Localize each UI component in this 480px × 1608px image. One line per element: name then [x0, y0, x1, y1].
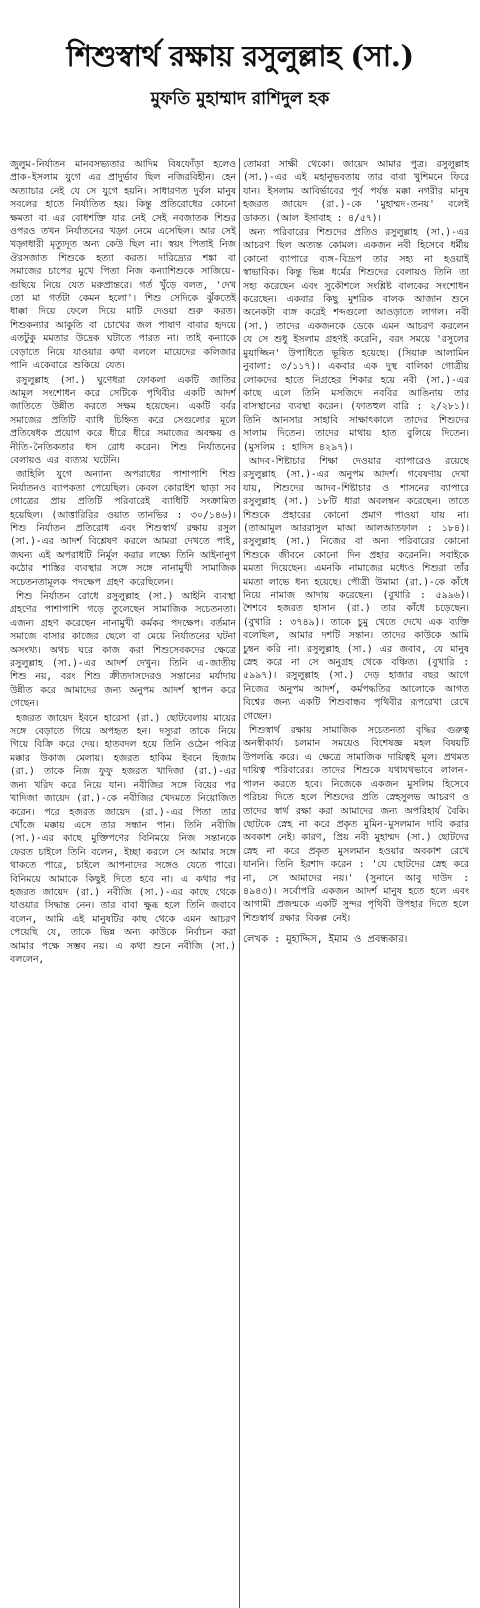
paragraph: জাহিলি যুগে অন্যান্য অপরাধের পাশাপাশি শিশু নির্যাতনও ব্যাপকতা পেয়েছিল। কেবল কোরাইশ ছাড়া সব গোত্রের প্রায় প্রতিটি পরিবারেই ব্যাধিটি সংক্রামিত হয়েছিল। (আত্তারিরির ওয়াত তানভির : ৩০/১৪৬)। শিশু নির্যাতন প্রতিরোধ এবং শিশুস্বার্থ রক্ষায় রসুল (সা.)-এর আদর্শ বিশ্লেষণ করলে আমরা দেখতে পাই, জঘন্য এই অপরাধটি নির্মূল করার লক্ষ্যে তিনি আইনানুগ কঠোর শাস্তির ব্যবস্থার সঙ্গে সঙ্গে নানামুখী সামাজিক সচেতনতামূলক পদক্ষেপ গ্রহণ করেছিলেন।	[10, 469, 236, 588]
newspaper-clipping	[0, 38, 480, 1608]
author-credit: লেখক : মুহাদ্দিস, ইমাম ও প্রবন্ধকার।	[243, 934, 408, 946]
right-column	[243, 158, 469, 1608]
paragraph: জুলুম-নির্যাতন মানবসভ্যতার আদিম বিষফোঁড়া হলেও প্রাক-ইসলাম যুগে এর প্রাদুর্ভাব ছিল নজিরবিহীন। হেন অত্যাচার নেই যে সে যুগে হয়নি। সাধারণত দুর্বল মানুষ সবলের হাতে নির্যাতিত হয়। কিন্তু প্রতিরোধের কোনো ক্ষমতা বা এর বোধশক্তি যার নেই সেই নবজাতক শিশুর ওপরও তখন নির্যাতনের খড়্গ নেমে এসেছিল। আর সেই খড়্গধারী মৃত্যুদূত অন্য কেউ ছিল না। স্বয়ং পিতাই নিজ ঔরসজাত শিশুকে হত্যা করত। দারিদ্র্যের শঙ্কা বা সমাজের চাপের মুখে পিতা নিজ কন্যাশিশুকে সাজিয়ে-গুছিয়ে নিয়ে যেত মরুপ্রান্তরে। গর্ত খুঁড়ে বলত, 'দেখ তো মা গর্তটা কেমন হলো'। শিশু সেদিকে ঝুঁকতেই ধাক্কা দিয়ে ফেলে দিয়ে মাটি দেওয়া শুরু করত। শিশুকন্যার আকুতি বা চোখের জল পাষাণ বাবার হৃদয়ে এতটুকু মমতার উদ্রেক ঘটাতে পারত না। তাই কন্যাকে বেড়াতে নিয়ে যাওয়ার কথা বললে মায়েদের কলিজার পানি একেবারে শুকিয়ে যেত।	[10, 159, 236, 372]
article-body	[10, 158, 470, 1608]
column-divider	[239, 158, 240, 1608]
paragraph: শিশুস্বার্থ রক্ষায় সামাজিক সচেতনতা বৃদ্ধির গুরুত্ব অনস্বীকার্য। চলমান সময়েও বিশেষজ্ঞ মহল বিষয়টি উপলব্ধি করে। এ ক্ষেত্রে সামাজিক দায়িত্বই মূল। প্রথমত দায়িত্ব পরিবারের। তাদের শিশুকে যথাযথভাবে লালন-পালন করতে হবে। নিজেকে একজন মুসলিম হিসেবে পরিচয় দিতে হলে শিশুদের প্রতি স্নেহসুলভ আচরণ ও তাদের স্বার্থ রক্ষা করা আমাদের জন্য অপরিহার্য বৈকি। ছোটকে স্নেহ না করে প্রকৃত মুমিন-মুসলমান দাবি করার অবকাশ নেই। কারণ, প্রিয় নবী মুহাম্মদ (সা.) ছোটদের স্নেহ না করে প্রকৃত মুসলমান হওয়ার অবকাশ রেখে যাননি। তিনি ইরশাদ করেন : 'যে ছোটদের স্নেহ করে না, সে আমাদের নয়।' (সুনানে আবু দাউদ : ৪৯৪৩)। সর্বোপরি একজন আদর্শ মানুষ হতে হলে এবং আগামী প্রজন্মকে একটি সুন্দর পৃথিবী উপহার দিতে হলে শিশুস্বার্থ রক্ষার বিকল্প নেই।	[243, 725, 469, 924]
paragraph: শিশু নির্যাতন রোধে রসুলুল্লাহ (সা.) আইনি ব্যবস্থা গ্রহণের পাশাপাশি গড়ে তুলেছেন সামাজিক সচেতনতা। এজন্য গ্রহণ করেছেন নানামুখী কর্মকর পদক্ষেপ। বর্তমান সমাজে বাসার কাজের ছেলে বা মেয়ে নির্যাতনের ঘটনা অসংখ্য। অথচ ঘরে কাজ করা শিশুসেবকদের ক্ষেত্রে রসুলুল্লাহ (সা.)-এর আদর্শ দেখুন। তিনি এ-জাতীয় শিশু নয়, বরং শিশু ক্রীতদাসদেরও সন্তানের মর্যাদায় উন্নীত করে আমাদের জন্য অনুপম আদর্শ স্থাপন করে গেছেন।	[10, 591, 236, 710]
left-column	[10, 158, 236, 1608]
paragraph: আদব-শিষ্টাচার শিক্ষা দেওয়ার ব্যাপারেও রয়েছে রসুলুল্লাহ (সা.)-এর অনুপম আদর্শ। গবেষণায় দেখা যায়, শিশুদের আদব-শিষ্টাচার ও শাসনের ব্যাপারে রসুলুল্লাহ (সা.) ১৮টি ধারা অবলম্বন করেছেন। তাতে শিশুকে প্রহারের কোনো প্রমাণ পাওয়া যায় না। (তাআমুল আররাসুল মাআ আলআতফাল : ১৮৪)। রসুলুল্লাহ (সা.) নিজের বা অন্য পরিবারের কোনো শিশুকে জীবনে কোনো দিন প্রহার করেননি। সবাইকে মমতা দিয়েছেন। এমনকি নামাজের মধ্যেও শিশুরা তাঁর মমতা লাভে ধন্য হয়েছে। পৌত্রী উমামা (রা.)-কে কাঁধে নিয়ে নামাজ আদায় করেছেন। (বুখারি : ৫৯৯৬)। শৈশবে হজরত হাসান (রা.) তার কাঁধে চড়েছেন। (বুখারি : ৩৭৪৯)। তাকে চুমু খেতে দেখে এক ব্যক্তি বলেছিল, আমার দশটি সন্তান। তাদের কাউকে আমি চুম্বন করি না। রসুলুল্লাহ (সা.) এর জবাব, যে মানুষ স্নেহ করে না সে অনুগ্রহ থেকে বঞ্চিত। (বুখারি : ৫৯৯৭)। রসুলুল্লাহ (সা.) দেড় হাজার বছর আগে নিজের অনুপম আদর্শ, কর্মপদ্ধতির আলোকে আগত বিশ্বের জন্য একটি শিশুবান্ধব পৃথিবীর রূপরেখা রেখে গেছেন।	[243, 455, 469, 722]
paragraph: হজরত জায়েদ ইবনে হারেসা (রা.) ছোটবেলায় মায়ের সঙ্গে বেড়াতে গিয়ে অপহৃত হন। দস্যুরা তাকে নিয়ে গিয়ে বিক্রি করে দেয়। হাতবদল হয়ে তিনি ওঠেন পবিত্র মক্কার উকাজ মেলায়। হজরত হাকিম ইবনে হিজাম (রা.) তাকে নিজ ফুফু হজরত খাদিজা (রা.)-এর জন্য খরিদ করে নিয়ে যান। নবীজির সঙ্গে বিয়ের পর খাদিজা জায়েদ (রা.)-কে নবীজির খেদমতে নিয়োজিত করেন। পরে হজরত জায়েদ (রা.)-এর পিতা তার খোঁজে মক্কায় এসে তার সন্ধান পান। তিনি নবীজি (সা.)-এর কাছে মুক্তিপণের বিনিময়ে নিজ সন্তানকে ফেরত চাইলে তিনি বলেন, ইচ্ছা করলে সে আমার সঙ্গে থাকতে পারে, চাইলে আপনাদের সঙ্গেও যেতে পারে। বিনিময়ে আমাকে কিছুই দিতে হবে না। এ কথার পর হজরত জায়েদ (রা.) নবীজি (সা.)-এর কাছে থেকে যাওয়ার সিদ্ধান্ত নেন। তার বাবা ক্ষুব্ধ হলে তিনি জবাবে বলেন, আমি এই মানুষটির কাছ থেকে এমন আচরণ পেয়েছি যে, তাকে ভিন্ন অন্য কাউকে নির্বাচন করা আমার পক্ষে সম্ভব নয়। এ কথা শুনে নবীজি (সা.) বললেন,	[10, 712, 236, 965]
paragraph: রসুলুল্লাহ (সা.) ঘুণেধরা ফোকলা একটি জাতির আমূল সংশোধন করে সেটিকে পৃথিবীর একটি আদর্শ জাতিতে উন্নীত করতে সক্ষম হয়েছেন। একটি বর্বর সমাজের প্রতিটি ব্যাধি চিহ্নিত করে সেগুলোর মূলে প্রতিষেধক প্রয়োগ করে ধীরে ধীরে সমাজের অবক্ষয় ও নীতি-নৈতিকতার ধস রোধ করেন। শিশু নির্যাতনের বেলায়ও এর ব্যত্যয় ঘটেনি।	[10, 374, 236, 466]
paragraph: অন্য পরিবারের শিশুদের প্রতিও রসুলুল্লাহ (সা.)-এর আচরণ ছিল অত্যন্ত কোমল। একজন নবী হিসেবে ধর্মীয় কোনো ব্যাপারে ব্যঙ্গ-বিদ্রূপ তার সহ্য না হওয়াই স্বাভাবিক। কিন্তু ভিন্ন ধর্মের শিশুদের বেলায়ও তিনি তা সহ্য করেছেন এবং সুকৌশলে সংশ্লিষ্ট বালকের সংশোধন করেছেন। একবার কিছু মুশরিক বালক আজান শুনে অনেকটা ব্যঙ্গ করেই শব্দগুলো আওড়াতে লাগল। নবী (সা.) তাদের একজনকে ডেকে এমন আচরণ করলেন যে সে শুধু ইসলাম গ্রহণই করেনি, বরং সময়ে 'রসুলের মুয়াজ্জিন' উপাধিতে ভূষিত হয়েছে। (সিয়ারু আলামিন নুবালা: ৩/১১৭)। একবার এক দুস্থ বালিকা গোত্রীয় লোকদের হাতে নিগ্রহের শিকার হয়ে নবী (সা.)-এর কাছে এলে তিনি মসজিদে নববির আঙিনায় তার বাসস্থানের ব্যবস্থা করেন। (ফাতহুল বারি : ২/২৮১)। তিনি আনসার সাহাবি সাক্ষাৎকালে তাদের শিশুদের সালাম দিতেন। তাদের মাথায় হাত বুলিয়ে দিতেন। (মুসলিম : হাদিস ৪২৯৭)।	[243, 227, 469, 453]
author-byline: মুফতি মুহাম্মাদ রাশিদুল হক	[150, 89, 330, 109]
article-headline: শিশুস্বার্থ রক্ষায় রসুলুল্লাহ (সা.)	[66, 39, 414, 73]
paragraph: তোমরা সাক্ষী থেকো। জায়েদ আমার পুত্র। রসুলুল্লাহ (সা.)-এর এই মহানুভবতায় তার বাবা খুশিমনে ফিরে যান। ইসলাম আবির্ভাবের পূর্ব পর্যন্ত মক্কা নগরীর মানুষ হজরত জায়েদ (রা.)-কে 'মুহাম্মদ-তনয়' বলেই ডাকত। (আল ইসাবাহ : ৪/৫৭)।	[243, 159, 469, 224]
